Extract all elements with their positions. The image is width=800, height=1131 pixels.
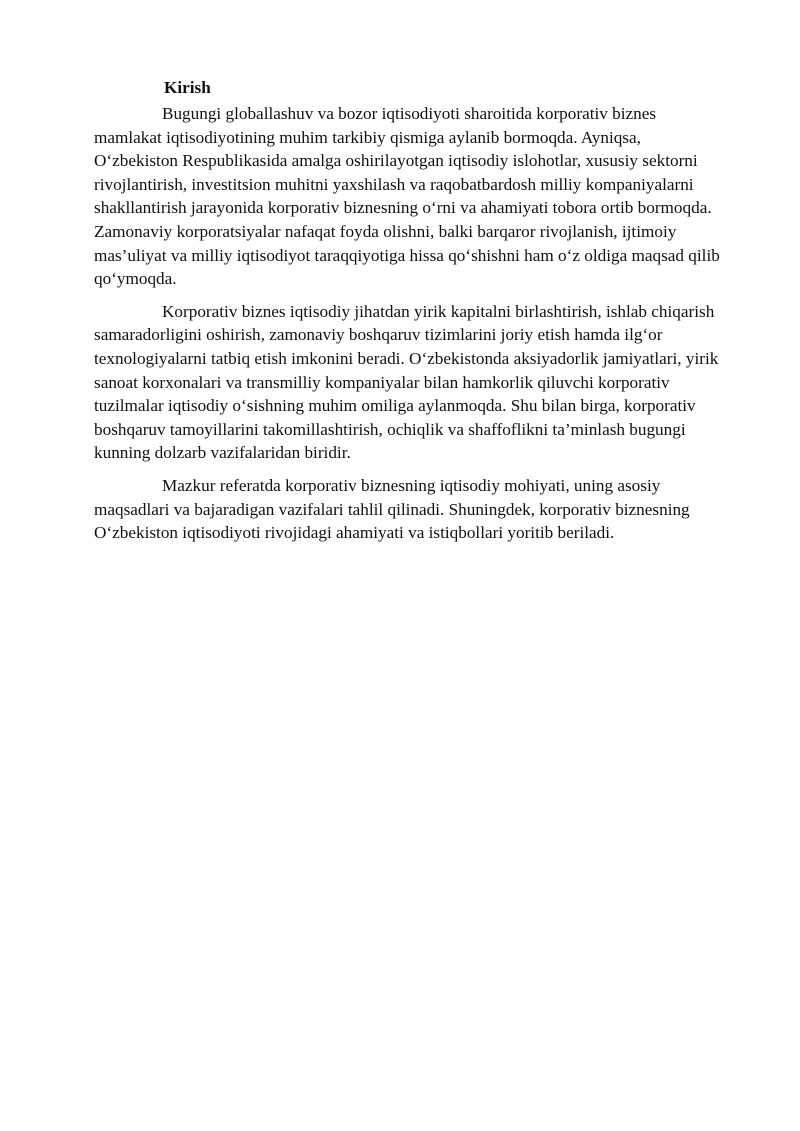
section-heading: Kirish bbox=[164, 78, 211, 97]
paragraph-2: Korporativ biznes iqtisodiy jihatdan yirik kapitalni birlashtirish, ishlab chiqarish samaradorligini oshirish, zamonaviy boshqaruv tizimlarini joriy etish hamda ilg‘or texnologiyalarni tatbiq etish imkonini beradi. O‘zbekistonda aksiyadorlik jamiyatlari, yirik sanoat korxonalari va transmilliy kompaniyalar bilan hamkorlik qiluvchi korporativ tuzilmalar iqtisodiy o‘sishning muhim omiliga aylanmoqda. Shu bilan birga, korporativ boshqaruv tamoyillarini takomillashtirish, ochiqlik va shaffoflikni ta’minlash bugungi kunning dolzarb vazifalaridan biridir. bbox=[94, 301, 719, 463]
paragraph-1: Bugungi globallashuv va bozor iqtisodiyoti sharoitida korporativ biznes mamlakat iqtisodiyotining muhim tarkibiy qismiga aylanib bormoqda. Ayniqsa, O‘zbekiston Respublikasida amalga oshirilayotgan iqtisodiy islohotlar, xususiy sektorni rivojlantirish, investitsion muhitni yaxshilash va raqobatbardosh milliy kompaniyalarni shakllantirish jarayonida korporativ biznesning o‘rni va ahamiyati tobora ortib bormoqda. Zamonaviy korporatsiyalar nafaqat foyda olishni, balki barqaror rivojlanish, ijtimoiy mas’uliyat va milliy iqtisodiyot taraqqiyotiga hissa qo‘shishni ham o‘z oldiga maqsad qilib qo‘ymoqda. bbox=[94, 104, 720, 289]
paragraph-3: Mazkur referatda korporativ biznesning iqtisodiy mohiyati, uning asosiy maqsadlari va bajaradigan vazifalari tahlil qilinadi. Shuningdek, korporativ biznesning O‘zbekiston iqtisodiyoti rivojidagi ahamiyati va istiqbollari yoritib beriladi. bbox=[94, 475, 690, 543]
